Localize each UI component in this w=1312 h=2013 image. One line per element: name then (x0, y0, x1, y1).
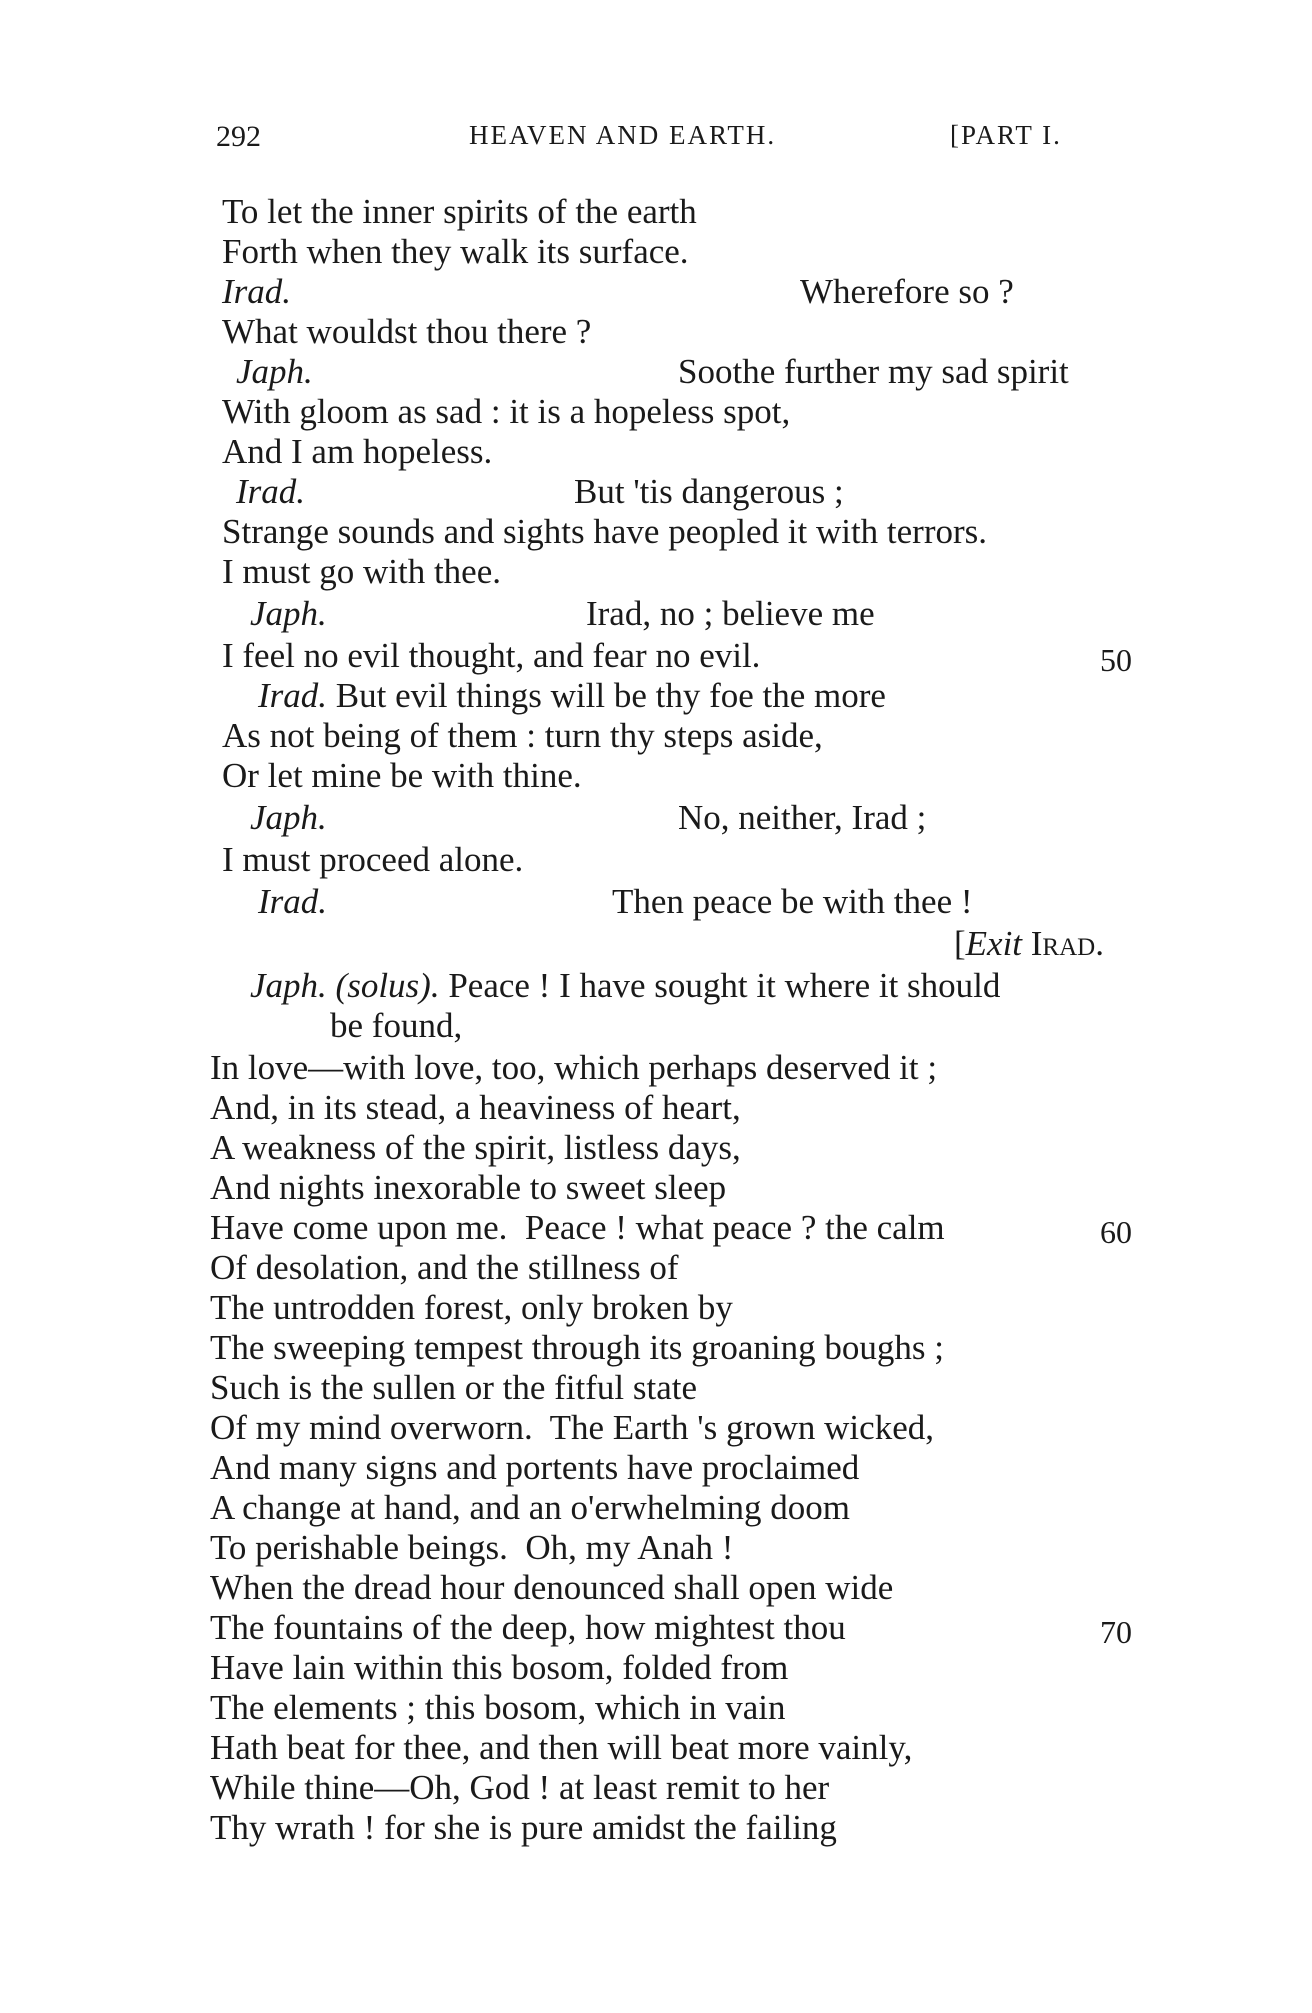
speaker-note: (solus). (335, 966, 440, 1005)
line-number: 70 (1100, 1614, 1132, 1650)
verse-line: Of my mind overworn. The Earth 's grown wicked, (210, 1408, 934, 1447)
speaker-name: Irad. (222, 272, 292, 311)
speaker-name: Japh. (250, 594, 327, 633)
verse-line: With gloom as sad : it is a hopeless spot, (222, 392, 791, 431)
verse-line: be found, (330, 1006, 463, 1045)
part-label: [PART I. (950, 120, 1062, 150)
verse-line: A weakness of the spirit, listless days, (210, 1128, 741, 1167)
verse-line: As not being of them : turn thy steps aside, (222, 716, 823, 755)
verse-line: The sweeping tempest through its groaning boughs ; (210, 1328, 944, 1367)
speaker-name: Irad. (258, 676, 328, 715)
verse-line: And many signs and portents have proclaimed (210, 1448, 860, 1487)
verse-line: Forth when they walk its surface. (222, 232, 689, 271)
verse-line: But 'tis dangerous ; (574, 472, 844, 511)
stage-direction: [Exit Irad. (954, 924, 1104, 963)
speaker-line (222, 272, 291, 312)
verse-line: And nights inexorable to sweet sleep (210, 1168, 727, 1207)
verse-line: Hath beat for thee, and then will beat more vainly, (210, 1728, 913, 1767)
verse-line: In love—with love, too, which perhaps deserved it ; (210, 1048, 938, 1087)
verse-line: To perishable beings. Oh, my Anah ! (210, 1528, 734, 1567)
verse-line: What wouldst thou there ? (222, 312, 592, 351)
verse-line: To let the inner spirits of the earth (222, 192, 697, 231)
running-title: HEAVEN AND EARTH. (469, 120, 777, 150)
verse-line: The untrodden forest, only broken by (210, 1288, 733, 1327)
speaker-line: Irad. But evil things will be thy foe the more (258, 676, 886, 715)
page-number: 292 (216, 120, 261, 153)
speaker-line (258, 882, 327, 922)
verse-line: No, neither, Irad ; (678, 798, 927, 837)
verse-line: The fountains of the deep, how mightest thou (210, 1608, 846, 1647)
verse-line: When the dread hour denounced shall open wide (210, 1568, 894, 1607)
verse-line: The elements ; this bosom, which in vain (210, 1688, 786, 1727)
speaker-name: Japh. (236, 352, 313, 391)
verse-line: Irad, no ; believe me (586, 594, 875, 633)
speaker-line (236, 352, 313, 392)
verse-line: I must proceed alone. (222, 840, 524, 879)
verse-line: Have lain within this bosom, folded from (210, 1648, 789, 1687)
verse-line: Of desolation, and the stillness of (210, 1248, 679, 1287)
speaker-line (236, 472, 305, 512)
verse-line: Wherefore so ? (800, 272, 1014, 311)
verse-line: A change at hand, and an o'erwhelming doom (210, 1488, 851, 1527)
speaker-line (250, 594, 327, 634)
speaker-name: Japh. (250, 798, 327, 837)
speaker-name: Irad. (236, 472, 306, 511)
verse-line: Thy wrath ! for she is pure amidst the failing (210, 1808, 837, 1847)
verse-line: I feel no evil thought, and fear no evil. (222, 636, 761, 675)
speaker-name: Irad. (258, 882, 328, 921)
verse-line: I must go with thee. (222, 552, 501, 591)
speaker-line: Japh. (solus). Peace ! I have sought it where it should (250, 966, 1001, 1005)
verse-line: Or let mine be with thine. (222, 756, 582, 795)
speaker-line (250, 798, 327, 838)
line-number: 50 (1100, 642, 1132, 678)
verse-line: Then peace be with thee ! (612, 882, 973, 921)
speaker-name: Japh. (250, 966, 327, 1005)
line-number: 60 (1100, 1214, 1132, 1250)
verse-line: And, in its stead, a heaviness of heart, (210, 1088, 741, 1127)
verse-line: Such is the sullen or the fitful state (210, 1368, 697, 1407)
verse-line: Strange sounds and sights have peopled it with terrors. (222, 512, 988, 551)
verse-line: Have come upon me. Peace ! what peace ? the calm (210, 1208, 945, 1247)
verse-line: And I am hopeless. (222, 432, 493, 471)
verse-line: Soothe further my sad spirit (678, 352, 1069, 391)
verse-line: While thine—Oh, God ! at least remit to her (210, 1768, 830, 1807)
